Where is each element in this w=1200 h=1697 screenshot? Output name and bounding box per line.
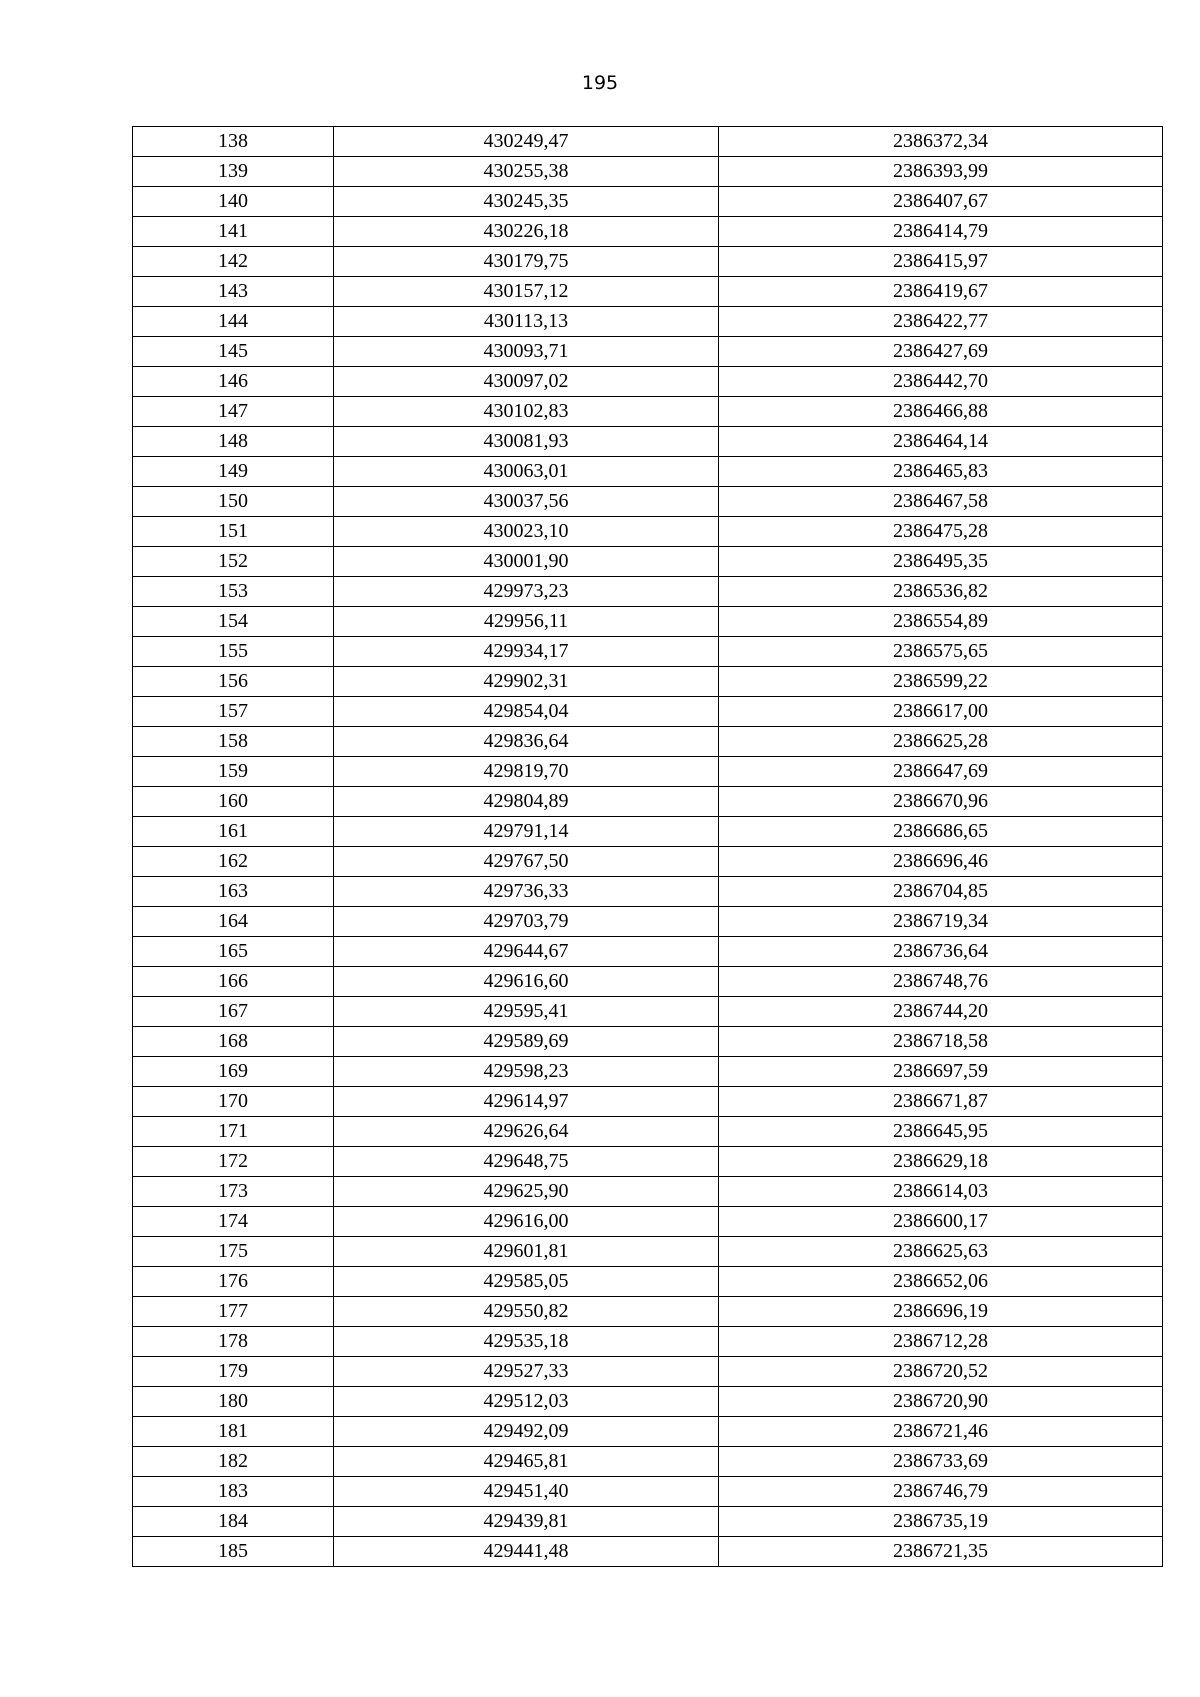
point-number-cell: 171: [133, 1117, 334, 1147]
table-row: [133, 1447, 1163, 1477]
table-row: [133, 187, 1163, 217]
point-number-cell: 153: [133, 577, 334, 607]
table-row: [133, 367, 1163, 397]
table-row: [133, 1537, 1163, 1567]
table-row: [133, 1477, 1163, 1507]
y-coordinate-cell: 2386645,95: [719, 1117, 1163, 1147]
table-row: [133, 1117, 1163, 1147]
point-number-cell: 185: [133, 1537, 334, 1567]
y-coordinate-cell: 2386422,77: [719, 307, 1163, 337]
x-coordinate-cell: 429804,89: [334, 787, 719, 817]
table-row: [133, 1027, 1163, 1057]
x-coordinate-cell: 429956,11: [334, 607, 719, 637]
table-row: [133, 277, 1163, 307]
table-row: [133, 307, 1163, 337]
table-row: [133, 1297, 1163, 1327]
y-coordinate-cell: 2386393,99: [719, 157, 1163, 187]
table-row: [133, 157, 1163, 187]
y-coordinate-cell: 2386554,89: [719, 607, 1163, 637]
point-number-cell: 183: [133, 1477, 334, 1507]
point-number-cell: 176: [133, 1267, 334, 1297]
table-row: [133, 997, 1163, 1027]
x-coordinate-cell: 429451,40: [334, 1477, 719, 1507]
point-number-cell: 165: [133, 937, 334, 967]
y-coordinate-cell: 2386614,03: [719, 1177, 1163, 1207]
table-row: [133, 1147, 1163, 1177]
table-row: [133, 937, 1163, 967]
y-coordinate-cell: 2386735,19: [719, 1507, 1163, 1537]
y-coordinate-cell: 2386696,19: [719, 1297, 1163, 1327]
point-number-cell: 178: [133, 1327, 334, 1357]
y-coordinate-cell: 2386465,83: [719, 457, 1163, 487]
table-row: [133, 1087, 1163, 1117]
table-row: [133, 247, 1163, 277]
y-coordinate-cell: 2386466,88: [719, 397, 1163, 427]
y-coordinate-cell: 2386719,34: [719, 907, 1163, 937]
point-number-cell: 140: [133, 187, 334, 217]
point-number-cell: 167: [133, 997, 334, 1027]
x-coordinate-cell: 429589,69: [334, 1027, 719, 1057]
x-coordinate-cell: 430157,12: [334, 277, 719, 307]
y-coordinate-cell: 2386748,76: [719, 967, 1163, 997]
page-number: 195: [581, 72, 619, 94]
y-coordinate-cell: 2386464,14: [719, 427, 1163, 457]
x-coordinate-cell: 429625,90: [334, 1177, 719, 1207]
table-row: [133, 667, 1163, 697]
point-number-cell: 161: [133, 817, 334, 847]
y-coordinate-cell: 2386475,28: [719, 517, 1163, 547]
point-number-cell: 169: [133, 1057, 334, 1087]
x-coordinate-cell: 430081,93: [334, 427, 719, 457]
point-number-cell: 170: [133, 1087, 334, 1117]
x-coordinate-cell: 429465,81: [334, 1447, 719, 1477]
y-coordinate-cell: 2386746,79: [719, 1477, 1163, 1507]
x-coordinate-cell: 429512,03: [334, 1387, 719, 1417]
point-number-cell: 141: [133, 217, 334, 247]
y-coordinate-cell: 2386697,59: [719, 1057, 1163, 1087]
y-coordinate-cell: 2386720,90: [719, 1387, 1163, 1417]
y-coordinate-cell: 2386419,67: [719, 277, 1163, 307]
point-number-cell: 177: [133, 1297, 334, 1327]
y-coordinate-cell: 2386415,97: [719, 247, 1163, 277]
x-coordinate-cell: 429598,23: [334, 1057, 719, 1087]
y-coordinate-cell: 2386617,00: [719, 697, 1163, 727]
y-coordinate-cell: 2386442,70: [719, 367, 1163, 397]
point-number-cell: 182: [133, 1447, 334, 1477]
point-number-cell: 146: [133, 367, 334, 397]
table-row: [133, 757, 1163, 787]
x-coordinate-cell: 429492,09: [334, 1417, 719, 1447]
y-coordinate-cell: 2386647,69: [719, 757, 1163, 787]
x-coordinate-cell: 429767,50: [334, 847, 719, 877]
point-number-cell: 179: [133, 1357, 334, 1387]
table-row: [133, 877, 1163, 907]
x-coordinate-cell: 429595,41: [334, 997, 719, 1027]
x-coordinate-cell: 429616,00: [334, 1207, 719, 1237]
x-coordinate-cell: 429791,14: [334, 817, 719, 847]
y-coordinate-cell: 2386686,65: [719, 817, 1163, 847]
point-number-cell: 184: [133, 1507, 334, 1537]
point-number-cell: 147: [133, 397, 334, 427]
x-coordinate-cell: 430249,47: [334, 127, 719, 157]
y-coordinate-cell: 2386495,35: [719, 547, 1163, 577]
x-coordinate-cell: 430226,18: [334, 217, 719, 247]
y-coordinate-cell: 2386718,58: [719, 1027, 1163, 1057]
point-number-cell: 145: [133, 337, 334, 367]
x-coordinate-cell: 429626,64: [334, 1117, 719, 1147]
x-coordinate-cell: 430097,02: [334, 367, 719, 397]
point-number-cell: 157: [133, 697, 334, 727]
table-row: [133, 127, 1163, 157]
x-coordinate-cell: 429648,75: [334, 1147, 719, 1177]
point-number-cell: 155: [133, 637, 334, 667]
y-coordinate-cell: 2386536,82: [719, 577, 1163, 607]
x-coordinate-cell: 429902,31: [334, 667, 719, 697]
y-coordinate-cell: 2386670,96: [719, 787, 1163, 817]
x-coordinate-cell: 429819,70: [334, 757, 719, 787]
coordinates-table: [132, 126, 1163, 1567]
point-number-cell: 172: [133, 1147, 334, 1177]
table-row: [133, 1417, 1163, 1447]
x-coordinate-cell: 429736,33: [334, 877, 719, 907]
point-number-cell: 151: [133, 517, 334, 547]
x-coordinate-cell: 430093,71: [334, 337, 719, 367]
y-coordinate-cell: 2386575,65: [719, 637, 1163, 667]
table-row: [133, 637, 1163, 667]
table-row: [133, 1387, 1163, 1417]
x-coordinate-cell: 429616,60: [334, 967, 719, 997]
table-row: [133, 457, 1163, 487]
y-coordinate-cell: 2386721,35: [719, 1537, 1163, 1567]
table-row: [133, 1237, 1163, 1267]
point-number-cell: 180: [133, 1387, 334, 1417]
table-row: [133, 1177, 1163, 1207]
x-coordinate-cell: 430113,13: [334, 307, 719, 337]
y-coordinate-cell: 2386467,58: [719, 487, 1163, 517]
y-coordinate-cell: 2386407,67: [719, 187, 1163, 217]
table-row: [133, 907, 1163, 937]
x-coordinate-cell: 429934,17: [334, 637, 719, 667]
table-row: [133, 337, 1163, 367]
x-coordinate-cell: 429601,81: [334, 1237, 719, 1267]
y-coordinate-cell: 2386744,20: [719, 997, 1163, 1027]
y-coordinate-cell: 2386671,87: [719, 1087, 1163, 1117]
x-coordinate-cell: 430023,10: [334, 517, 719, 547]
table-row: [133, 427, 1163, 457]
table-row: [133, 967, 1163, 997]
point-number-cell: 162: [133, 847, 334, 877]
point-number-cell: 181: [133, 1417, 334, 1447]
y-coordinate-cell: 2386599,22: [719, 667, 1163, 697]
point-number-cell: 159: [133, 757, 334, 787]
x-coordinate-cell: 430255,38: [334, 157, 719, 187]
y-coordinate-cell: 2386629,18: [719, 1147, 1163, 1177]
table-row: [133, 1057, 1163, 1087]
y-coordinate-cell: 2386720,52: [719, 1357, 1163, 1387]
table-row: [133, 817, 1163, 847]
point-number-cell: 154: [133, 607, 334, 637]
x-coordinate-cell: 429854,04: [334, 697, 719, 727]
point-number-cell: 174: [133, 1207, 334, 1237]
point-number-cell: 158: [133, 727, 334, 757]
point-number-cell: 164: [133, 907, 334, 937]
x-coordinate-cell: 430102,83: [334, 397, 719, 427]
table-row: [133, 1267, 1163, 1297]
x-coordinate-cell: 429836,64: [334, 727, 719, 757]
y-coordinate-cell: 2386600,17: [719, 1207, 1163, 1237]
point-number-cell: 163: [133, 877, 334, 907]
x-coordinate-cell: 429614,97: [334, 1087, 719, 1117]
y-coordinate-cell: 2386712,28: [719, 1327, 1163, 1357]
x-coordinate-cell: 429703,79: [334, 907, 719, 937]
x-coordinate-cell: 429535,18: [334, 1327, 719, 1357]
x-coordinate-cell: 429550,82: [334, 1297, 719, 1327]
x-coordinate-cell: 429439,81: [334, 1507, 719, 1537]
x-coordinate-cell: 430063,01: [334, 457, 719, 487]
x-coordinate-cell: 429973,23: [334, 577, 719, 607]
table-row: [133, 787, 1163, 817]
point-number-cell: 149: [133, 457, 334, 487]
y-coordinate-cell: 2386736,64: [719, 937, 1163, 967]
point-number-cell: 166: [133, 967, 334, 997]
point-number-cell: 138: [133, 127, 334, 157]
point-number-cell: 160: [133, 787, 334, 817]
x-coordinate-cell: 430245,35: [334, 187, 719, 217]
y-coordinate-cell: 2386652,06: [719, 1267, 1163, 1297]
table-row: [133, 487, 1163, 517]
x-coordinate-cell: 430179,75: [334, 247, 719, 277]
x-coordinate-cell: 430001,90: [334, 547, 719, 577]
point-number-cell: 143: [133, 277, 334, 307]
table-row: [133, 517, 1163, 547]
table-row: [133, 547, 1163, 577]
point-number-cell: 144: [133, 307, 334, 337]
y-coordinate-cell: 2386372,34: [719, 127, 1163, 157]
table-row: [133, 577, 1163, 607]
table-row: [133, 847, 1163, 877]
table-row: [133, 1327, 1163, 1357]
x-coordinate-cell: 429644,67: [334, 937, 719, 967]
x-coordinate-cell: 429441,48: [334, 1537, 719, 1567]
y-coordinate-cell: 2386414,79: [719, 217, 1163, 247]
point-number-cell: 175: [133, 1237, 334, 1267]
point-number-cell: 150: [133, 487, 334, 517]
x-coordinate-cell: 430037,56: [334, 487, 719, 517]
x-coordinate-cell: 429527,33: [334, 1357, 719, 1387]
y-coordinate-cell: 2386625,63: [719, 1237, 1163, 1267]
point-number-cell: 168: [133, 1027, 334, 1057]
y-coordinate-cell: 2386696,46: [719, 847, 1163, 877]
table-row: [133, 397, 1163, 427]
point-number-cell: 173: [133, 1177, 334, 1207]
point-number-cell: 148: [133, 427, 334, 457]
y-coordinate-cell: 2386625,28: [719, 727, 1163, 757]
table-row: [133, 1357, 1163, 1387]
table-row: [133, 1507, 1163, 1537]
table-row: [133, 727, 1163, 757]
point-number-cell: 152: [133, 547, 334, 577]
point-number-cell: 142: [133, 247, 334, 277]
coordinates-table-body: [133, 127, 1163, 1567]
x-coordinate-cell: 429585,05: [334, 1267, 719, 1297]
y-coordinate-cell: 2386704,85: [719, 877, 1163, 907]
y-coordinate-cell: 2386721,46: [719, 1417, 1163, 1447]
y-coordinate-cell: 2386733,69: [719, 1447, 1163, 1477]
table-row: [133, 697, 1163, 727]
table-row: [133, 607, 1163, 637]
point-number-cell: 156: [133, 667, 334, 697]
point-number-cell: 139: [133, 157, 334, 187]
y-coordinate-cell: 2386427,69: [719, 337, 1163, 367]
table-row: [133, 217, 1163, 247]
table-row: [133, 1207, 1163, 1237]
